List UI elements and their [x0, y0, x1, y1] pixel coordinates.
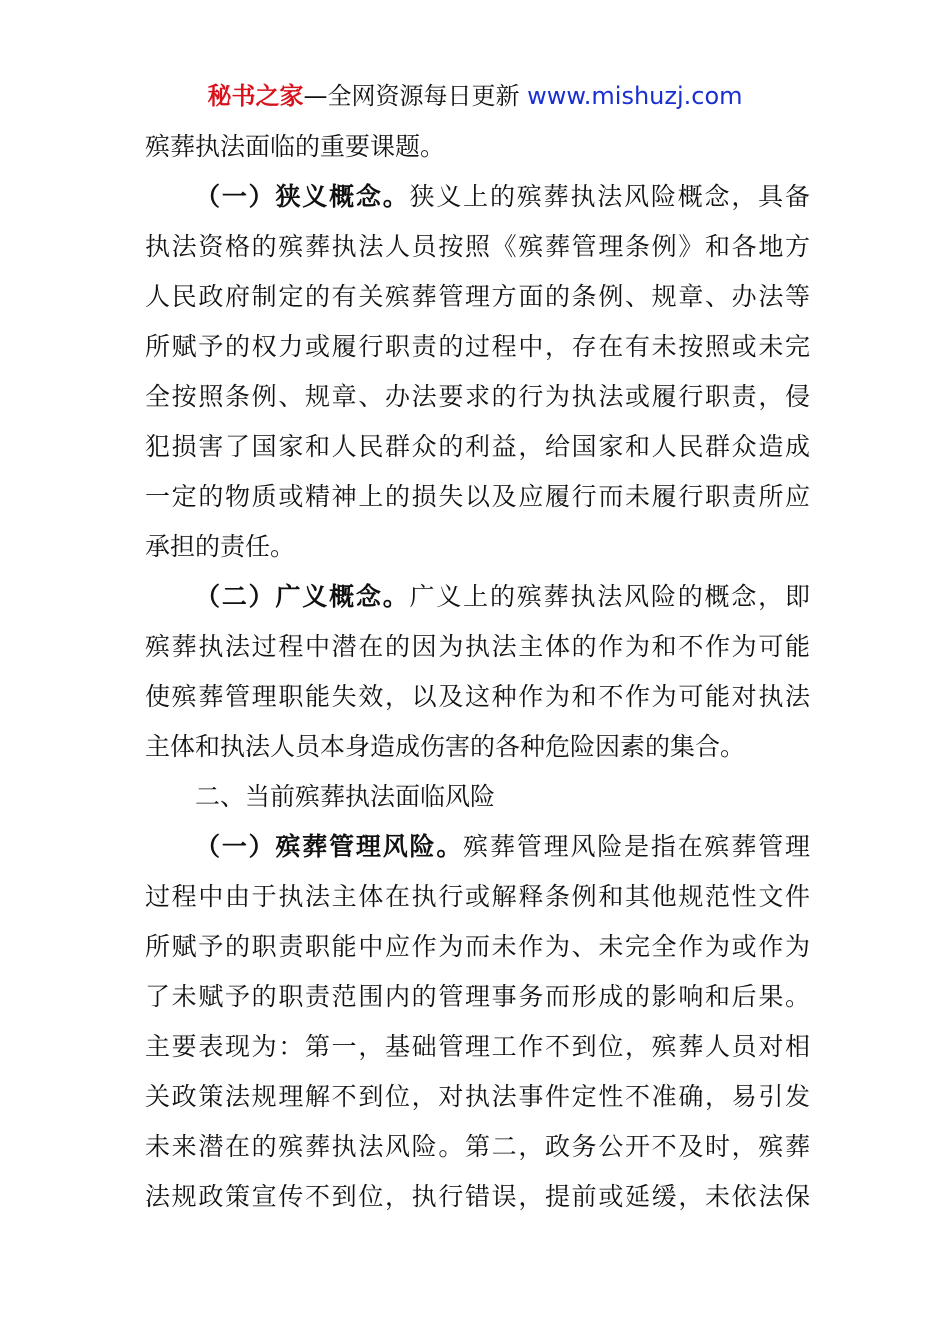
text-line: 殡葬执法面临的重要课题。 [145, 132, 446, 161]
text-line: 所赋予的职责职能中应作为而未作为、未完全作为或作为 [145, 932, 810, 961]
paragraph-broad-concept [145, 572, 810, 622]
text-line: 犯损害了国家和人民群众的利益，给国家和人民群众造成 [145, 432, 810, 461]
text-line: 执法资格的殡葬执法人员按照《殡葬管理条例》和各地方 [145, 232, 810, 261]
text-line: 一定的物质或精神上的损失以及应履行而未履行职责所应 [145, 482, 810, 511]
text-line: 使殡葬管理职能失效，以及这种作为和不作为可能对执法 [145, 682, 810, 711]
paragraph-funeral-management-risk [145, 822, 810, 872]
subheading-narrow-concept: （一）狭义概念。 [195, 182, 410, 211]
text-line: 了未赋予的职责范围内的管理事务而形成的影响和后果。 [145, 982, 810, 1011]
text-line: 全按照条例、规章、办法要求的行为执法或履行职责，侵 [145, 382, 810, 411]
paragraph-narrow-concept [145, 172, 810, 222]
site-header [0, 80, 950, 112]
text-line: 所赋予的权力或履行职责的过程中，存在有未按照或未完 [145, 332, 810, 361]
brand-name: 秘书之家 [207, 82, 304, 110]
document-body [145, 122, 810, 1222]
text-line: 主体和执法人员本身造成伤害的各种危险因素的集合。 [145, 732, 746, 761]
section-heading: 二、当前殡葬执法面临风险 [195, 782, 496, 811]
text-line: 殡葬执法过程中潜在的因为执法主体的作为和不作为可能 [145, 632, 810, 661]
text-line: 过程中由于执法主体在执行或解释条例和其他规范性文件 [145, 882, 810, 911]
subheading-broad-concept: （二）广义概念。 [195, 582, 410, 611]
text-line: 广义上的殡葬执法风险的概念，即 [409, 582, 810, 611]
text-line: 狭义上的殡葬执法风险概念，具备 [409, 182, 810, 211]
text-line: 承担的责任。 [145, 532, 296, 561]
text-line: 殡葬管理风险是指在殡葬管理 [463, 832, 810, 861]
header-tagline: —全网资源每日更新 [303, 82, 520, 110]
subheading-management-risk: （一）殡葬管理风险。 [195, 832, 464, 861]
text-line: 法规政策宣传不到位，执行错误，提前或延缓，未依法保 [145, 1182, 810, 1211]
site-url-link[interactable]: www.mishuzj.com [527, 82, 743, 110]
text-line: 主要表现为：第一，基础管理工作不到位，殡葬人员对相 [145, 1032, 810, 1061]
text-line: 关政策法规理解不到位，对执法事件定性不准确，易引发 [145, 1082, 810, 1111]
text-line: 未来潜在的殡葬执法风险。第二，政务公开不及时，殡葬 [145, 1132, 810, 1161]
text-line: 人民政府制定的有关殡葬管理方面的条例、规章、办法等 [145, 282, 810, 311]
